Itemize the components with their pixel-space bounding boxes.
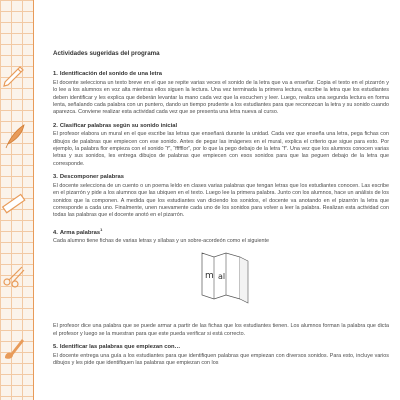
section-2 [53, 123, 389, 168]
section-4 [53, 226, 389, 339]
section-body: El profesor elabora un mural en el que escribe las letras que enseñará durante la unidad. Cada vez que enseña una letra, pega fichas con dibujos de palabras que empiecen con ese sonido. Antes de pegar las imágenes en el mural, explica el criterio que sigue para esto. Por ejemplo, la palabra flor empieza con el sonido “f”, “ffffflor”, por lo que la pego debajo de la letra “f”. Una vez que los alumnos conocen varias letras y sus sonidos, les entrega dibujos de palabras que empiecen con esos sonidos para que las peguen debajo de la letra que corresponde. [53, 131, 389, 167]
section-body: El docente entrega una guía a los estudiantes para que identifiquen palabras que empiezan con diversos sonidos. Para esto, incluye varios dibujos y les pide que identifiquen las palabras que empiezan con los [53, 352, 389, 367]
section-title: Descomponer palabras [59, 174, 124, 181]
section-title: Identificación del sonido de una letra [59, 71, 162, 78]
section-3 [53, 174, 389, 219]
brush-icon [0, 334, 28, 362]
section-heading [53, 226, 389, 237]
syllable-card: al [218, 272, 226, 282]
section-heading [53, 344, 389, 351]
section-number: 3. [53, 174, 58, 181]
section-5 [53, 344, 389, 367]
page-title: Actividades sugeridas del programa [53, 50, 160, 57]
section-number: 5. [53, 344, 58, 351]
quill-icon [0, 122, 28, 150]
scissors-icon [0, 262, 28, 290]
section-title: Arma palabras [59, 229, 101, 236]
section-title: Clasificar palabras según su sonido inicial [59, 122, 178, 129]
section-1 [53, 71, 389, 116]
section-body: El docente selecciona un texto breve en el que se repite varias veces el sonido de la letra que va a enseñar. Copia el texto en el pizarrón y lo lee a los alumnos en voz alta mientras ellos siguen la lectura. Una vez terminada la primera lectura, escribe la letra que los estudiantes deben identificar y les explica que deberán levantar la mano cada vez que la escuchen y leer. Luego, realiza una segunda lectura en forma lenta, señalando cada palabra con un puntero, dando un tiempo prudente a los estudiantes para que reconozcan la letra y su sonido cuando aparezca. Conviene realizar esta actividad cada vez que se presenta una letra nueva al curso. [53, 79, 389, 116]
letter-card: m [205, 271, 214, 282]
section-number: 1. [53, 71, 58, 78]
section-heading [53, 123, 389, 130]
section-number: 2. [53, 122, 58, 129]
decorative-sidebar [0, 0, 34, 400]
ruler-icon [0, 190, 28, 218]
accordion-envelope-figure [53, 247, 389, 315]
document-body [53, 50, 389, 369]
footnote-marker: 1 [100, 226, 103, 232]
section-number: 4. [53, 229, 58, 236]
section-heading [53, 71, 389, 78]
pencil-icon [0, 62, 28, 90]
section-body: El docente selecciona de un cuento o un poema leído en clases varias palabras que tengan letras que los estudiantes conocen. Las escribe en el pizarrón y pide a los alumnos que las ubiquen en el texto. Luego lee la primera palabra. Junto con los alumnos, hace un análisis de los sonidos que la componen. A medida que los estudiantes van diciendo los sonidos, el docente va anotando en el pizarrón la letra que corresponde a cada uno. Finalmente, unen nuevamente cada uno de los sonidos para volver a leer la palabra. Realizan esta actividad con todas las palabras que el docente anotó en el pizarrón. [53, 182, 389, 219]
section-body: Cada alumno tiene fichas de varias letras y sílabas y un sobre-acordeón como el siguiente [53, 238, 270, 245]
section-body-continued: El profesor dice una palabra que se puede armar a partir de las fichas que los estudiantes tienen. Los alumnos forman la palabra que dicta el profesor y luego se la muestran para que este pueda verificar si está correcto. [53, 323, 389, 337]
section-heading [53, 174, 389, 181]
section-title: Identificar las palabras que empiezan con… [59, 344, 181, 351]
